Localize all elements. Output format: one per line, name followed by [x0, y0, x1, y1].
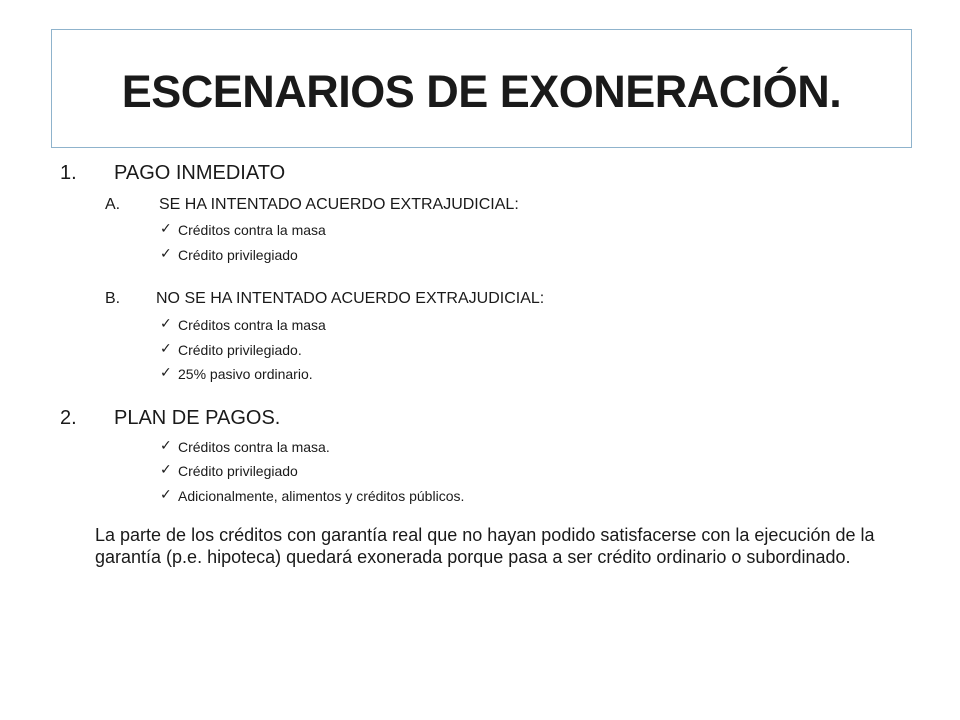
- sub-a-heading: SE HA INTENTADO ACUERDO EXTRAJUDICIAL:: [159, 196, 519, 213]
- check-icon: ✓: [160, 246, 172, 262]
- list-item: Crédito privilegiado.: [178, 342, 302, 358]
- check-icon: ✓: [160, 487, 172, 503]
- section-2-number: 2.: [60, 407, 77, 429]
- sub-b-letter: B.: [105, 290, 121, 307]
- check-icon: ✓: [160, 316, 172, 332]
- check-icon: ✓: [160, 221, 172, 237]
- section-1-number: 1.: [60, 162, 77, 184]
- slide-title: ESCENARIOS DE EXONERACIÓN.: [121, 65, 842, 117]
- list-item: Crédito privilegiado: [178, 463, 298, 479]
- list-item: 25% pasivo ordinario.: [178, 366, 313, 382]
- check-icon: ✓: [160, 438, 172, 454]
- list-item: Crédito privilegiado: [178, 247, 298, 263]
- sub-b-heading: NO SE HA INTENTADO ACUERDO EXTRAJUDICIAL:: [156, 290, 545, 307]
- section-2-heading: PLAN DE PAGOS.: [114, 407, 281, 429]
- check-icon: ✓: [160, 462, 172, 478]
- check-icon: ✓: [160, 341, 172, 357]
- check-icon: ✓: [160, 365, 172, 381]
- section-1-heading: PAGO INMEDIATO: [114, 162, 286, 184]
- list-item: Créditos contra la masa: [178, 222, 326, 238]
- list-item: Créditos contra la masa: [178, 317, 326, 333]
- sub-a-letter: A.: [105, 196, 121, 213]
- list-item: Créditos contra la masa.: [178, 439, 330, 455]
- note-paragraph: La parte de los créditos con garantía real que no hayan podido satisfacerse con la ejecución de la garantía (p.e. hipoteca) quedará exonerada porque pasa a ser crédito ordinario o subordinado.: [95, 525, 875, 567]
- list-item: Adicionalmente, alimentos y créditos públicos.: [178, 488, 465, 504]
